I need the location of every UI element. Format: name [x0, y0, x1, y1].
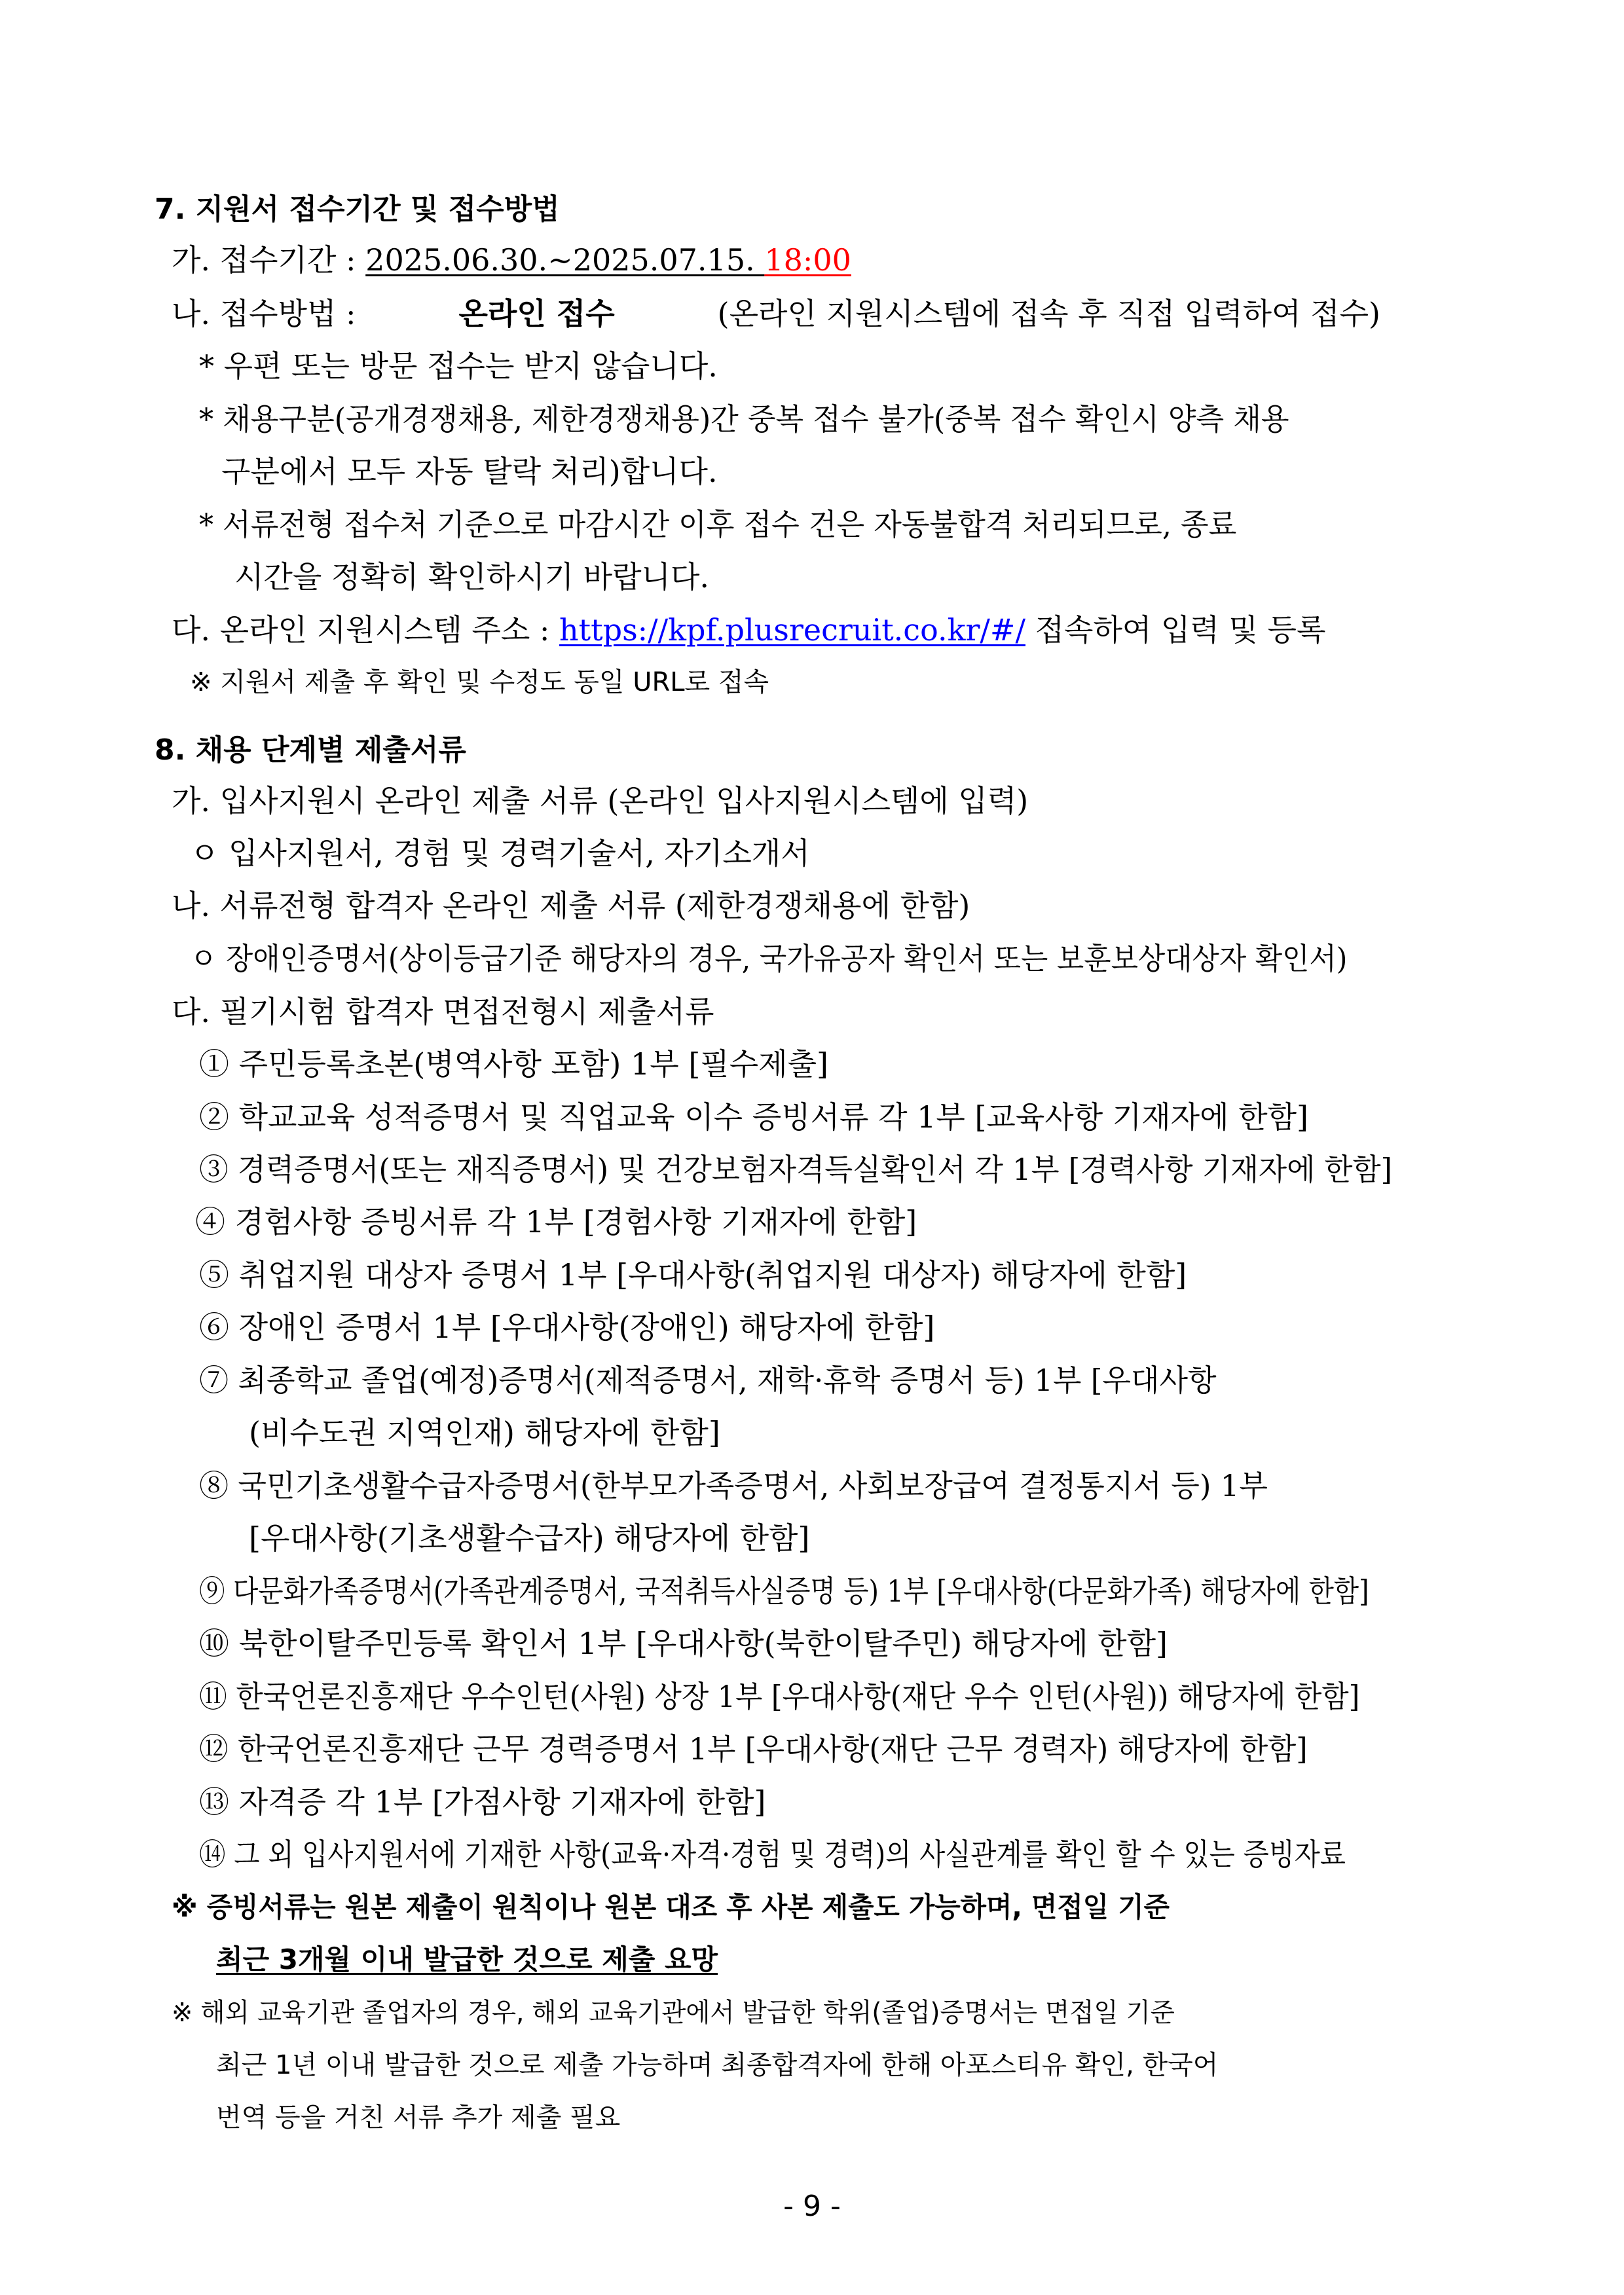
docs-c-item-4: ④ 경험사항 증빙서류 각 1부 [경험사항 기재자에 한함]	[195, 1204, 917, 1239]
section-8-title: 8. 채용 단계별 제출서류	[155, 733, 466, 767]
note-overseas-line3: 번역 등을 거친 서류 추가 제출 필요	[216, 2102, 621, 2133]
docs-b-item-row	[190, 939, 1467, 978]
method-value: 온라인 접수	[458, 296, 615, 331]
docs-c-item-9-row	[199, 1571, 1463, 1611]
note-no-mail: * 우편 또는 방문 접수는 받지 않습니다.	[199, 348, 718, 384]
method-label: 나. 접수방법 :	[172, 296, 356, 331]
docs-c-item-10: ⑩ 북한이탈주민등록 확인서 1부 [우대사항(북한이탈주민) 해당자에 한함]	[199, 1626, 1168, 1661]
docs-c-item-7-row1	[199, 1361, 1463, 1400]
note-duplicate-line1	[199, 399, 1463, 439]
application-period	[172, 240, 851, 280]
address-label: 다. 온라인 지원시스템 주소 :	[172, 612, 560, 648]
url-reference-note: ※ 지원서 제출 후 확인 및 수정도 동일 URL로 접속	[190, 667, 769, 697]
docs-a-label: 가. 입사지원시 온라인 제출 서류 (온라인 입사지원시스템에 입력)	[172, 783, 1029, 818]
system-address	[172, 610, 1325, 650]
period-label: 가. 접수기간 :	[172, 242, 366, 278]
docs-b-item: ㅇ 장애인증명서(상이등급기준 해당자의 경우, 국가유공자 확인서 또는 보훈보상대상자 확인서)	[190, 941, 1348, 976]
docs-c-item-3: ③ 경력증명서(또는 재직증명서) 및 건강보험자격득실확인서 각 1부 [경력사항 기재자에 한함]	[199, 1152, 1393, 1187]
note-original-docs-line2: 최근 3개월 이내 발급한 것으로 제출 요망	[216, 1943, 718, 1975]
note-original-docs-text: ※ 증빙서류는 원본 제출이 원칙이나 원본 대조 후 사본 제출도 가능하며, 면접일 기준	[172, 1891, 1170, 1923]
note-duplicate-text: * 채용구분(공개경쟁채용, 제한경쟁채용)간 중복 접수 불가(중복 접수 확인시 양측 채용	[199, 401, 1289, 437]
docs-c-item-7-row2: (비수도권 지역인재) 해당자에 한함]	[249, 1415, 720, 1450]
docs-c-item-7-text: ⑦ 최종학교 졸업(예정)증명서(제적증명서, 재학·휴학 증명서 등) 1부 [우대사항	[199, 1363, 1217, 1398]
docs-c-item-8-text: ⑧ 국민기초생활수급자증명서(한부모가족증명서, 사회보장급여 결정통지서 등) 1부	[199, 1468, 1268, 1503]
period-deadline-time: 18:00	[764, 242, 851, 278]
note-deadline-line2: 시간을 정확히 확인하시기 바랍니다.	[234, 559, 710, 595]
docs-c-item-2: ② 학교교육 성적증명서 및 직업교육 이수 증빙서류 각 1부 [교육사항 기재자에 한함]	[199, 1099, 1308, 1135]
note-overseas-text: ※ 해외 교육기관 졸업자의 경우, 해외 교육기관에서 발급한 학위(졸업)증명서는 면접일 기준	[172, 1998, 1175, 2028]
docs-c-item-5: ⑤ 취업지원 대상자 증명서 1부 [우대사항(취업지원 대상자) 해당자에 한함]	[199, 1257, 1187, 1293]
note-overseas-line1	[172, 1993, 1463, 2032]
docs-b-label: 나. 서류전형 합격자 온라인 제출 서류 (제한경쟁채용에 한함)	[172, 888, 970, 923]
docs-a-item: ㅇ 입사지원서, 경험 및 경력기술서, 자기소개서	[190, 835, 810, 871]
docs-c-item-8-row2: [우대사항(기초생활수급자) 해당자에 한함]	[249, 1520, 810, 1556]
docs-c-item-11-row	[199, 1677, 1463, 1716]
page-number: - 9 -	[783, 2190, 841, 2223]
docs-c-item-12: ⑫ 한국언론진흥재단 근무 경력증명서 1부 [우대사항(재단 근무 경력자) 해당자에 한함]	[199, 1731, 1308, 1767]
docs-c-item-12-row	[199, 1729, 1463, 1769]
period-dates: 2025.06.30.∼2025.07.15.	[365, 242, 765, 278]
docs-c-item-6: ⑥ 장애인 증명서 1부 [우대사항(장애인) 해당자에 한함]	[199, 1310, 935, 1345]
docs-c-item-3-row	[199, 1150, 1469, 1189]
application-method	[172, 294, 1380, 333]
note-duplicate-line2: 구분에서 모두 자동 탈락 처리)합니다.	[221, 454, 718, 489]
docs-c-label: 다. 필기시험 합격자 면접전형시 제출서류	[172, 994, 714, 1029]
recruit-url-link[interactable]: https://kpf.plusrecruit.co.kr/#/	[559, 612, 1025, 648]
docs-c-item-13: ⑬ 자격증 각 1부 [가점사항 기재자에 한함]	[199, 1784, 766, 1820]
note-original-docs-line1	[172, 1888, 1463, 1927]
note-deadline-text: * 서류전형 접수처 기준으로 마감시간 이후 접수 건은 자동불합격 처리되므로, 종료	[199, 507, 1237, 542]
method-desc: (온라인 지원시스템에 접속 후 직접 입력하여 접수)	[717, 296, 1380, 331]
note-overseas-line2: 최근 1년 이내 발급한 것으로 제출 가능하며 최종합격자에 한해 아포스티유 확인, 한국어	[216, 2050, 1219, 2080]
section-7-title: 7. 지원서 접수기간 및 접수방법	[155, 193, 560, 226]
note-deadline-line1	[199, 505, 1463, 544]
docs-c-item-14-row	[199, 1835, 1463, 1874]
docs-c-item-14: ⑭ 그 외 입사지원서에 기재한 사항(교육·자격·경험 및 경력)의 사실관계를 확인 할 수 있는 증빙자료	[199, 1837, 1346, 1872]
docs-c-item-9: ⑨ 다문화가족증명서(가족관계증명서, 국적취득사실증명 등) 1부 [우대사항(다문화가족) 해당자에 한함]	[199, 1573, 1369, 1609]
docs-c-item-1: ① 주민등록초본(병역사항 포함) 1부 [필수제출]	[199, 1046, 828, 1082]
address-suffix: 접속하여 입력 및 등록	[1025, 612, 1326, 648]
docs-c-item-11: ⑪ 한국언론진흥재단 우수인턴(사원) 상장 1부 [우대사항(재단 우수 인턴(사원)) 해당자에 한함]	[199, 1679, 1360, 1714]
docs-c-item-8-row1	[199, 1466, 1463, 1505]
